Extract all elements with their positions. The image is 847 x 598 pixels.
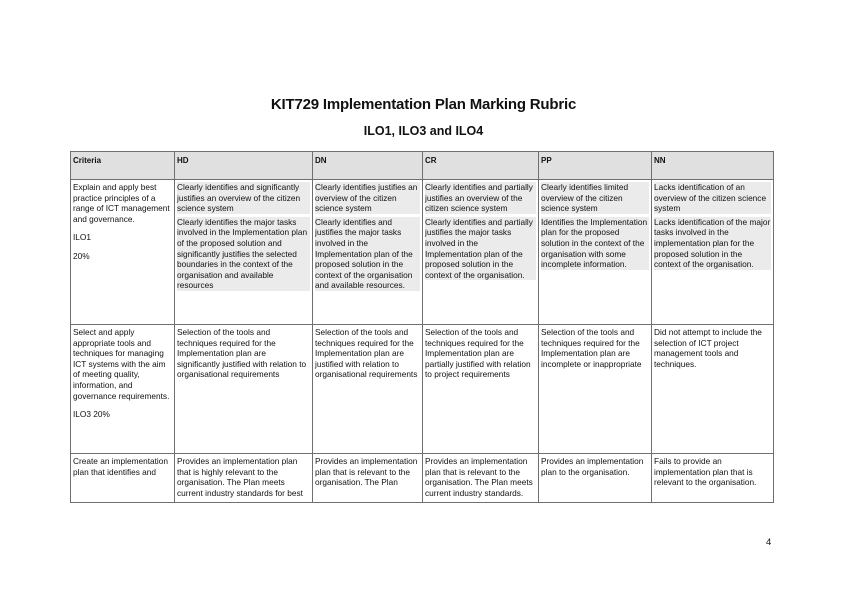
rubric-cell-hd [175,180,313,325]
criteria-weight: 20% [73,250,90,261]
rubric-descriptor: Provides an implementation plan that is highly relevant to the organisation. The Plan meets current industry standards for best [177,456,303,498]
criteria-ilo: ILO1 [73,232,91,243]
rubric-descriptor: Clearly identifies limited overview of the citizen science system [541,182,649,214]
rubric-cell-cr [423,325,539,454]
table-row [71,325,774,454]
rubric-descriptor: Selection of the tools and techniques required for the Implementation plan are partially justified with relation to project requirements [425,327,531,380]
rubric-descriptor: Provides an implementation plan to the organisation. [541,456,644,477]
page-subtitle: ILO1, ILO3 and ILO4 [363,124,484,138]
rubric-cell-dn [313,180,423,325]
rubric-cell-pp [539,180,652,325]
rubric-descriptor: Lacks identification of an overview of the citizen science system [654,182,771,214]
rubric-descriptor: Fails to provide an implementation plan that is relevant to the organisation. [654,456,757,488]
rubric-descriptor: Clearly identifies and partially justifies the major tasks involved in the Implementation plan of the proposed solution in the context of the organisation. [425,217,536,281]
rubric-descriptor: Clearly identifies the major tasks involved in the Implementation plan of the proposed solution and significantly justifies the selected boundaries in the context of the organisation and available resources [177,217,310,291]
rubric-descriptor: Selection of the tools and techniques required for the Implementation plan are justified with relation to organisational requirements [315,327,418,380]
rubric-descriptor: Identifies the Implementation plan for the proposed solution in the context of the organisation with some incomplete information. [541,216,648,270]
page-number: 4 [766,537,772,548]
rubric-cell-dn [313,325,423,454]
column-header-criteria: Criteria [71,152,175,180]
rubric-descriptor: Clearly identifies and partially justifies an overview of the citizen science system [425,182,536,214]
rubric-cell-pp [539,325,652,454]
rubric-cell-nn [652,180,774,325]
rubric-cell-dn [313,454,423,503]
rubric-descriptor: Lacks identification of the major tasks involved in the implementation plan for the proposed solution in the context of the organisation. [654,216,771,270]
criteria-text: Explain and apply best practice principles of a range of ICT management and governance. [73,182,170,224]
rubric-descriptor: Clearly identifies and significantly justifies an overview of the citizen science system [177,182,310,214]
criteria-cell [71,454,175,503]
column-header-dn: DN [313,152,423,180]
rubric-cell-nn [652,325,774,454]
rubric-descriptor: Clearly identifies and justifies the major tasks involved in the Implementation plan of the proposed solution in the context of the organisation and available resources. [315,217,420,291]
rubric-cell-nn [652,454,774,503]
table-row [71,180,774,325]
rubric-descriptor: Selection of the tools and techniques required for the Implementation plan are incomplete or inappropriate [541,327,642,369]
column-header-cr: CR [423,152,539,180]
criteria-text: Select and apply appropriate tools and techniques for managing ICT systems with the aim of meeting quality, information, and governance requirements. [73,327,170,401]
criteria-cell [71,325,175,454]
rubric-descriptor: Did not attempt to include the selection of ICT project management tools and techniques. [654,327,762,369]
column-header-hd: HD [175,152,313,180]
rubric-descriptor: Provides an implementation plan that is relevant to the organisation. The Plan [315,456,418,488]
criteria-ilo: ILO3 20% [73,409,110,420]
table-header-row [71,152,774,180]
rubric-descriptor: Clearly identifies justifies an overview of the citizen science system [315,182,420,214]
column-header-nn: NN [652,152,774,180]
rubric-descriptor: Provides an implementation plan that is relevant to the organisation. The Plan meets current industry standards. [425,456,533,498]
rubric-cell-cr [423,454,539,503]
rubric-descriptor: Selection of the tools and techniques required for the Implementation plan are significantly justified with relation to organisational requirements [177,327,307,380]
table-row [71,454,774,503]
rubric-table [70,151,774,503]
rubric-cell-cr [423,180,539,325]
rubric-cell-hd [175,325,313,454]
criteria-text: Create an implementation plan that identifies and [73,456,169,477]
page-title: KIT729 Implementation Plan Marking Rubric [270,96,577,113]
rubric-cell-hd [175,454,313,503]
column-header-pp: PP [539,152,652,180]
rubric-cell-pp [539,454,652,503]
criteria-cell [71,180,175,325]
